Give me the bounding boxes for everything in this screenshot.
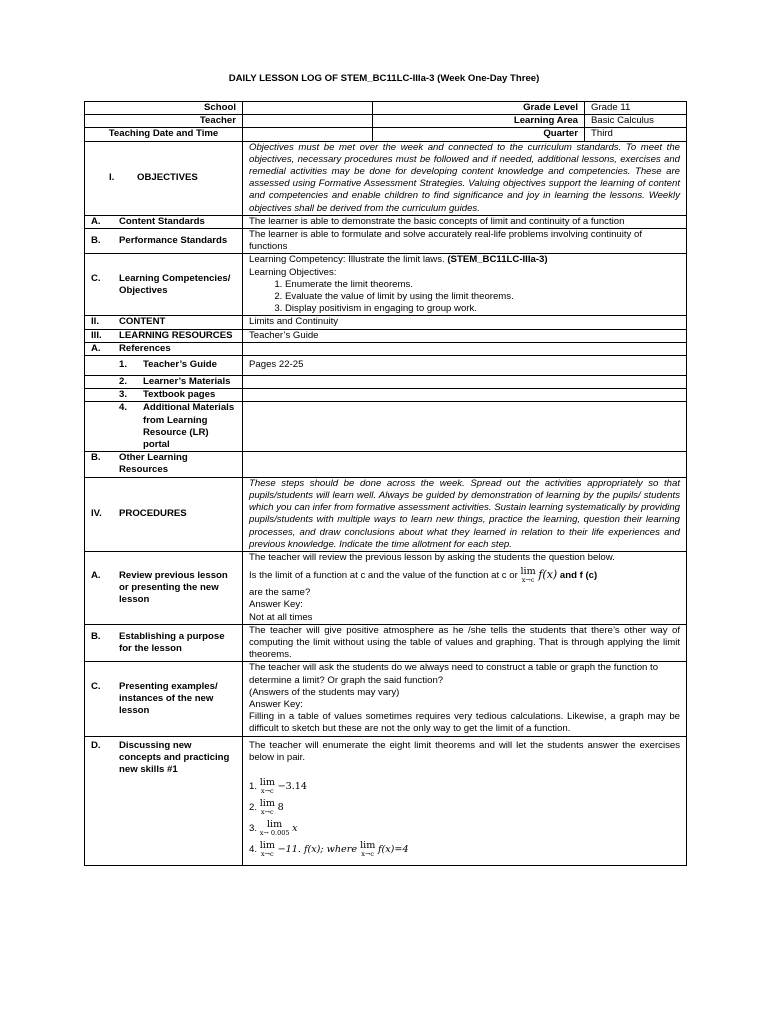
ref-value (243, 376, 687, 389)
answer-text: Filling in a table of values sometimes requires very tedious calculations. Likewise, a graph may be difficult to sketch but these are not the only way to get the limit of a function. (249, 711, 680, 735)
examples-line: The teacher will ask the students do we always need to construct a table or graph the function to determine a limit? Or graph the said function? (249, 662, 659, 686)
learning-objectives-list (249, 279, 680, 316)
list-item: 3. lim x→ 0.005 x (249, 818, 298, 837)
review-question-end: and f (c) (559, 570, 598, 582)
grade-label: Grade Level (373, 102, 585, 115)
grade-value: Grade 11 (585, 102, 687, 115)
examples-label: Presenting examples/ instances of the new lesson (119, 680, 218, 717)
examples-row (85, 662, 687, 736)
limit-expression: lim x→c (360, 839, 376, 858)
review-question-tail: are the same? (249, 587, 311, 599)
function-expression: f(x) (538, 568, 558, 582)
other-resources-row (85, 452, 687, 477)
examples-num: C. (91, 680, 101, 692)
area-value: Basic Calculus (585, 115, 687, 128)
competency-text: Learning Competency: Illustrate the limit laws. (249, 254, 448, 266)
objectives-row (85, 141, 687, 215)
content-standards-label: Content Standards (119, 215, 205, 227)
answer-key-label: Answer Key: (249, 698, 303, 710)
content-row (85, 316, 687, 329)
competencies-row (85, 254, 687, 316)
examples-note: (Answers of the students may vary) (249, 686, 400, 698)
content-num: II. (91, 316, 99, 328)
review-num: A. (91, 569, 101, 581)
performance-standards-num: B. (91, 235, 101, 247)
ref-value: Pages 22-25 (243, 356, 687, 376)
other-resources-num: B. (91, 452, 101, 464)
review-cell (243, 551, 687, 624)
performance-standards-label: Performance Standards (119, 235, 228, 247)
performance-standards-row (85, 229, 687, 254)
answer-text: Not at all times (249, 611, 313, 623)
ref-label: Textbook pages (143, 389, 216, 401)
list-item: 1. lim x→c −3.14 (249, 776, 307, 795)
content-label: CONTENT (119, 316, 166, 328)
procedures-num: IV. (91, 508, 102, 520)
date-label: Teaching Date and Time (85, 128, 243, 141)
other-resources-value (243, 452, 687, 477)
ref-value (243, 402, 687, 452)
competency-code: (STEM_BC11LC-IIIa-3) (447, 254, 548, 266)
ref-num: 3. (119, 389, 128, 401)
objectives-num: I. (109, 172, 115, 184)
area-label: Learning Area (373, 115, 585, 128)
date-value (243, 128, 373, 141)
content-standards-num: A. (91, 215, 101, 227)
table-row (85, 376, 687, 389)
review-row (85, 551, 687, 624)
answer-key-label: Answer Key: (249, 599, 303, 611)
learning-objectives-heading: Learning Objectives: (249, 266, 337, 278)
document-title: DAILY LESSON LOG OF STEM_BC11LC-IIIa-3 (Week One-Day Three) (228, 73, 540, 84)
teacher-row (85, 115, 687, 128)
performance-standards-text: The learner is able to formulate and solve accurately real-life problems involving continuity of functions (243, 229, 687, 254)
ref-num: 4. (119, 402, 128, 414)
list-item: 3. Display positivism in engaging to group work. (285, 303, 680, 315)
limit-expression: lim x→c (259, 797, 275, 816)
competencies-cell (243, 254, 687, 316)
competencies-label: Learning Competencies/ Objectives (119, 272, 231, 296)
table-row (85, 389, 687, 402)
procedures-label: PROCEDURES (119, 508, 187, 520)
discussing-row (85, 736, 687, 865)
purpose-text: The teacher will give positive atmosphere as he /she tells the students that there’s other way of computing the limit without using the table of values and graphing. That is through applying the limit theorems. (243, 624, 687, 662)
purpose-num: B. (91, 630, 101, 642)
content-standards-text: The learner is able to demonstrate the basic concepts of limit and continuity of a function (243, 215, 687, 228)
references-row (85, 342, 687, 355)
discussing-label: Discussing new concepts and practicing new skills #1 (119, 739, 230, 775)
objectives-text: Objectives must be met over the week and connected to the curriculum standards. To meet the objectives, necessary procedures must be followed and if needed, additional lessons, exercises and remedial activities may be done for developing content knowledge and competencies. These are assessed using Formative Assessment Strategies. Valuing objectives support the learning of content and competencies and enable children to find significance and joy in learning the lessons. Weekly objectives shall be derived from the curriculum guides. (243, 141, 687, 215)
purpose-label: Establishing a purpose for the lesson (119, 630, 225, 655)
content-text: Limits and Continuity (243, 316, 687, 329)
review-label: Review previous lesson or presenting the new lesson (119, 569, 228, 605)
references-num: A. (91, 342, 101, 354)
date-row (85, 128, 687, 141)
objectives-label: OBJECTIVES (137, 172, 198, 184)
list-item: 4. lim x→c −11. f(x); where lim x→c f(x)=4 (249, 839, 409, 858)
learning-resources-text: Teacher’s Guide (243, 329, 687, 342)
quarter-value: Third (585, 128, 687, 141)
other-resources-label: Other Learning Resources (119, 452, 188, 476)
ref-label: Teacher’s Guide (143, 359, 217, 371)
ref-value (243, 389, 687, 402)
learning-resources-num: III. (91, 329, 102, 341)
purpose-row (85, 624, 687, 662)
limit-expression: lim x→c (520, 566, 536, 585)
school-value (243, 102, 373, 115)
teacher-label: Teacher (85, 115, 243, 128)
list-item: 2. Evaluate the value of limit by using the limit theorems. (285, 291, 680, 303)
table-row (85, 402, 687, 452)
procedures-row (85, 477, 687, 551)
quarter-label: Quarter (373, 128, 585, 141)
school-label: School (85, 102, 243, 115)
discussing-num: D. (91, 739, 101, 751)
examples-cell (243, 662, 687, 736)
review-line: The teacher will review the previous lesson by asking the students the question below. (249, 551, 615, 563)
competencies-num: C. (91, 272, 101, 284)
list-item: 1. Enumerate the limit theorems. (285, 279, 680, 291)
table-row (85, 356, 687, 376)
discussing-text: The teacher will enumerate the eight limit theorems and will let the students answer the exercises below in pair. (249, 739, 680, 763)
learning-resources-label: LEARNING RESOURCES (119, 329, 233, 341)
school-row (85, 102, 687, 115)
ref-num: 1. (119, 359, 128, 371)
limit-expression: lim x→c (259, 839, 275, 858)
list-item: 2. lim x→c 8 (249, 797, 284, 816)
procedures-text: These steps should be done across the week. Spread out the activities appropriately so that pupils/students will learn well. Always be guided by demonstration of learning by the pupils/ students which you can infer from formative assessment activities. Sustain learning systematically by providing pupils/students with multiple ways to learn new things, practice the learning, question their learning processes, and draw conclusions about what they learned in relation to their life experiences and previous knowledge. Indicate the time allotment for each step. (243, 477, 687, 551)
ref-label: Learner’s Materials (143, 376, 231, 388)
references-label: References (119, 342, 171, 354)
limit-expression: lim x→c (259, 776, 275, 795)
teacher-value (243, 115, 373, 128)
limit-expression: lim x→ 0.005 (259, 818, 290, 837)
content-standards-row (85, 215, 687, 228)
review-question: Is the limit of a function at c and the value of the function at c or (249, 570, 521, 582)
learning-resources-row (85, 329, 687, 342)
ref-label: Additional Materials from Learning Resource (LR) portal (143, 402, 235, 451)
lesson-log-table (84, 101, 687, 866)
ref-num: 2. (119, 376, 128, 388)
discussing-cell (243, 736, 687, 865)
